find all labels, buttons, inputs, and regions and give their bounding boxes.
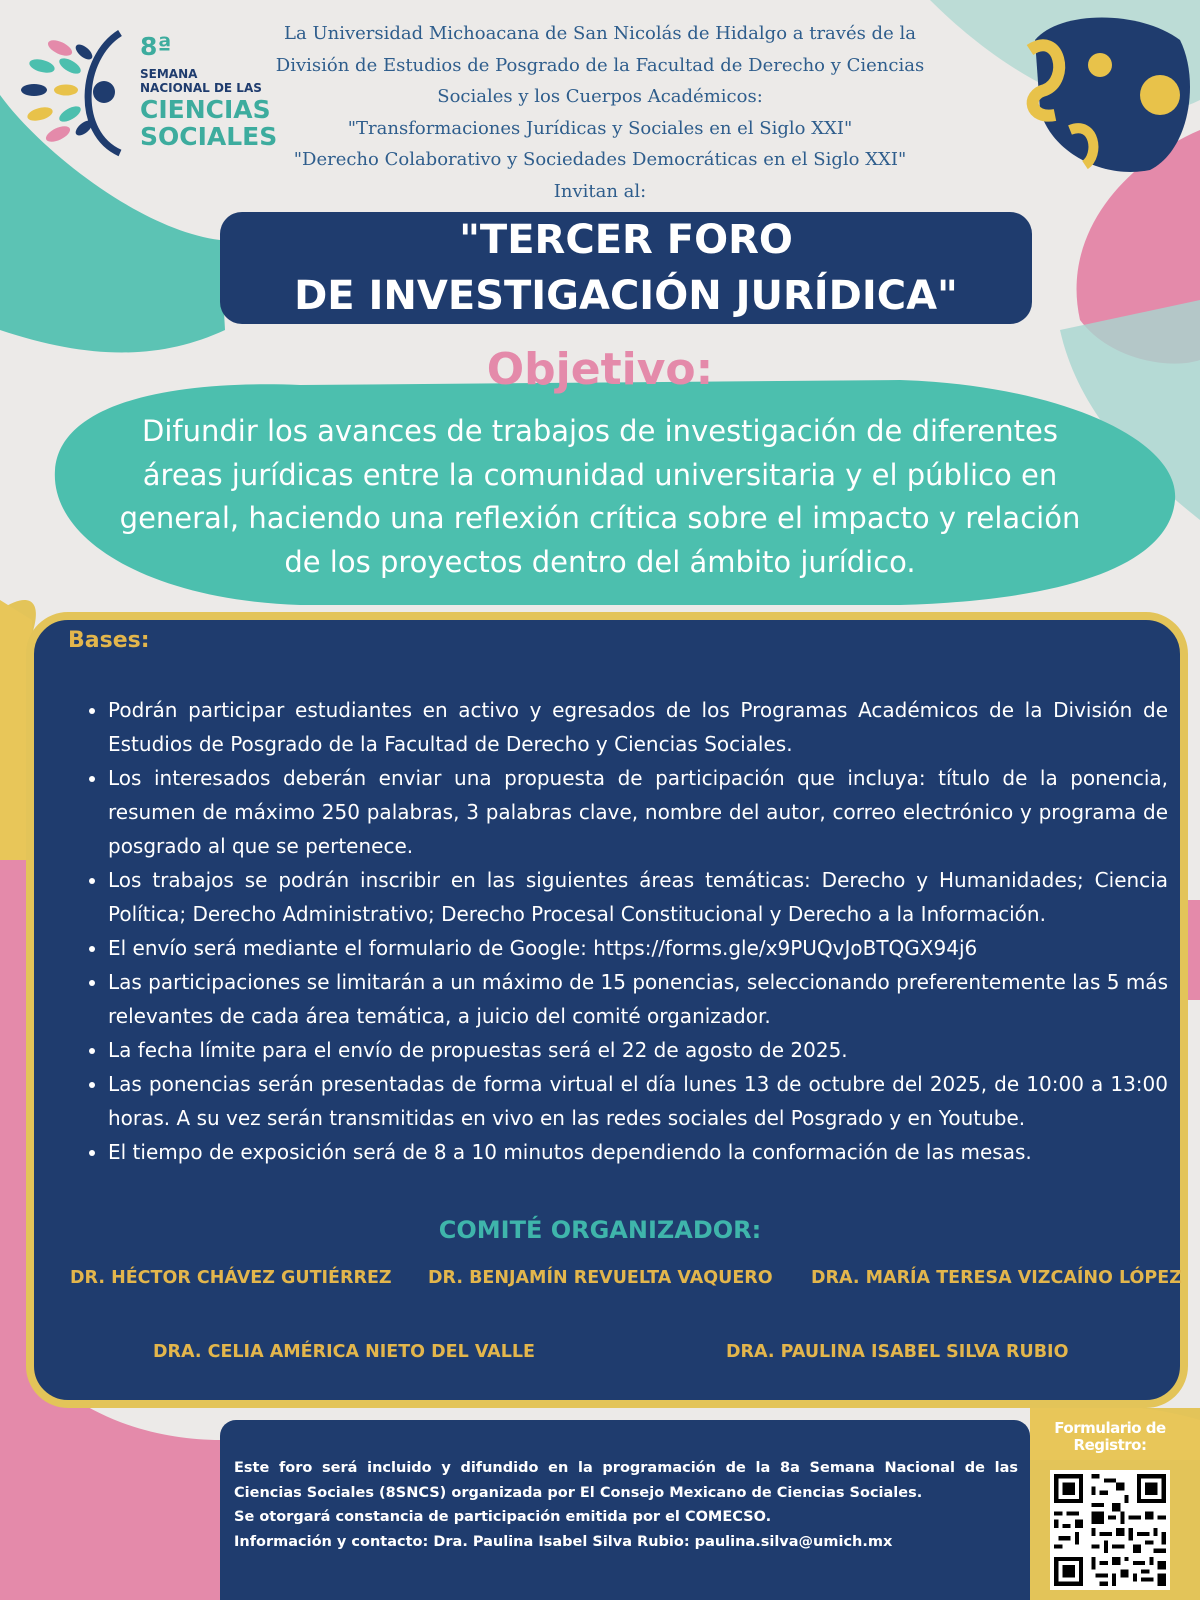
title-line-2: DE INVESTIGACIÓN JURÍDICA" [294,273,958,319]
header-line: La Universidad Michoacana de San Nicolás de Hidalgo a través de la [284,23,916,44]
bases-item: • Las ponencias serán presentadas de forma virtual el día lunes 13 de octubre del 2025, de 10:00 a 13:00 horas. A su vez serán transmitidas en vivo en las redes sociales del Posgrado y en Youtube. [108,1067,1168,1135]
objective-line: áreas jurídicas entre la comunidad universitaria y el público en [142,457,1058,492]
header-line: Sociales y los Cuerpos Académicos: [437,86,763,107]
header-invitation [250,18,950,207]
logo-line-4: SOCIALES [140,122,278,151]
objective-text [100,410,1100,584]
bases-heading: Bases: [68,628,150,653]
header-line: "Transformaciones Jurídicas y Sociales en el Siglo XXI" [347,117,853,139]
committee-member: DR. HÉCTOR CHÁVEZ GUTIÉRREZ [70,1268,392,1288]
committee-member: DRA. PAULINA ISABEL SILVA RUBIO [726,1342,1069,1362]
university-emblem-icon [1030,10,1200,180]
qr-label: Formulario de Registro: [1054,1419,1166,1454]
bases-item: • Los trabajos se podrán inscribir en las siguientes áreas temáticas: Derecho y Humanidades; Ciencia Política; Derecho Administrativo; Derecho Procesal Constitucional y Derecho a la Información. [108,863,1168,931]
committee-member: DRA. CELIA AMÉRICA NIETO DEL VALLE [153,1342,535,1362]
bases-list [86,693,1168,1169]
bases-item: • El tiempo de exposición será de 8 a 10 minutos dependiendo la conformación de las mesas. [108,1135,1168,1169]
footer-text [234,1456,1018,1554]
logo-line-1: SEMANA [140,67,198,81]
flower-person-icon [20,28,155,158]
header-line: Invitan al: [553,180,647,202]
committee-member: DRA. MARÍA TERESA VIZCAÍNO LÓPEZ [811,1268,1182,1288]
bases-item: • Las participaciones se limitarán a un máximo de 15 ponencias, seleccionando preferentemente las 5 más relevantes de cada área temática, a juicio del comité organizador. [108,965,1168,1033]
logo-line-2: NACIONAL DE LAS [140,81,262,95]
event-logo [20,28,280,158]
footer-line: Se otorgará constancia de participación emitida por el COMECSO. [234,1509,772,1525]
footer-line: Este foro será incluido y difundido en la programación de la 8a Semana Nacional de las Ciencias Sociales (8SNCS) organizada por El Consejo Mexicano de Ciencias Sociales. [234,1460,1018,1501]
committee-member: DR. BENJAMÍN REVUELTA VAQUERO [428,1268,773,1288]
logo-edition: 8ª [140,32,172,61]
qr-code-icon[interactable] [1050,1470,1170,1590]
footer-contact[interactable]: Información y contacto: Dra. Paulina Isabel Silva Rubio: paulina.silva@umich.mx [234,1533,893,1550]
bases-item-form-link[interactable]: • El envío será mediante el formulario de Google: https://forms.gle/x9PUQvJoBTQGX94j6 [108,931,1168,965]
objective-heading: Objetivo: [486,344,714,395]
objective-line: general, haciendo una reflexión crítica sobre el impacto y relación [119,501,1081,535]
objective-line: de los proyectos dentro del ámbito jurídico. [284,544,916,579]
title-banner [220,212,1032,324]
bases-item: • Podrán participar estudiantes en activo y egresados de los Programas Académicos de la División de Estudios de Posgrado de la Facultad de Derecho y Ciencias Sociales. [108,693,1168,761]
logo-line-3: CIENCIAS [140,95,271,124]
bases-item: • La fecha límite para el envío de propuestas será el 22 de agosto de 2025. [108,1033,1168,1067]
header-line: "Derecho Colaborativo y Sociedades Democráticas en el Siglo XXI" [293,149,907,170]
committee-heading: COMITÉ ORGANIZADOR: [438,1216,762,1244]
title-line-1: "TERCER FORO [459,217,793,263]
header-line: División de Estudios de Posgrado de la Facultad de Derecho y Ciencias [275,54,925,76]
objective-line: Difundir los avances de trabajos de investigación de diferentes [142,414,1058,448]
bases-item: • Los interesados deberán enviar una propuesta de participación que incluya: título de la ponencia, resumen de máximo 250 palabras, 3 palabras clave, nombre del autor, correo electrónico y programa de posgrado al que se pertenece. [108,761,1168,863]
